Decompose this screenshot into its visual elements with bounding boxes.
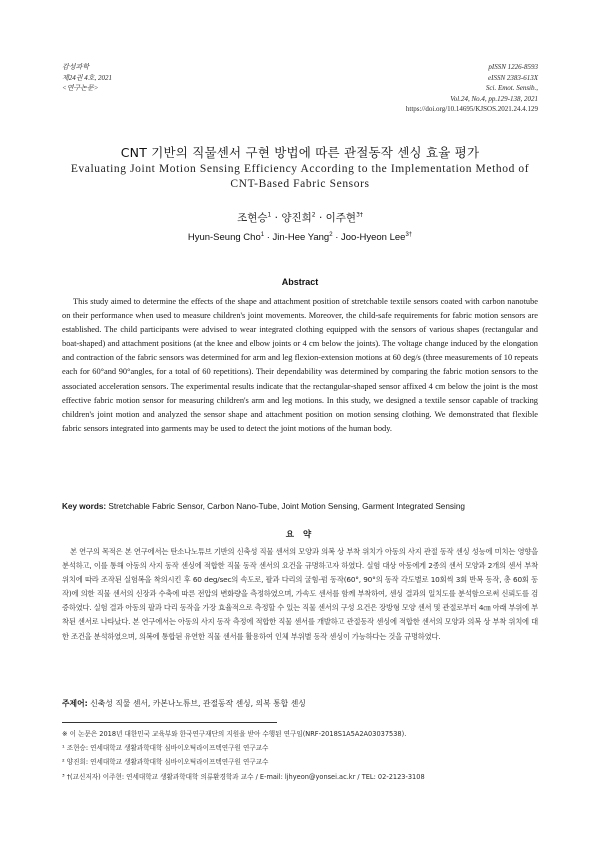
keywords-english: [62, 502, 538, 511]
author-separator: ·: [264, 232, 273, 243]
keywords-label-korean: 주제어:: [62, 699, 88, 708]
abstract-text: This study aimed to determine the effects of the shape and attachment position of stretchable textile sensors coated with carbon nanotube on their performance when used to measure children's joint movements. Moreover, the child-safe requirements for fabric motion sensors are established. The child participants were advised to wear integrated clothing equipped with the sensors of various shapes (rectangular and boat-shaped) and attachment positions (at the knee and elbow joints or 4 cm below the joints). The voltage change induced by the elongation and contraction of the fabric sensors was determined for arm and leg flexion-extension motions at 60 deg/s (three measurements of 10 repeats each for 60°and 90°angles, for a total of 60 repetitions). Their dependability was determined by comparing the fabric motion sensors to the associated acceleration sensors. The experimental results indicate that the rectangular-shaped sensor affixed 4 cm below the joint is the most effective fabric motion sensor for measuring children's arm and leg motions. In this study, we designed a textile sensor capable of tracking children's joint motion and analyzed the sensor shape and attachment position on motion sensing clothing. We demonstrated that flexible fabric sensors integrated into garments may be used to detect the joint motions of the human body.: [62, 297, 538, 433]
author-affiliation-mark: 2: [311, 211, 316, 219]
journal-info-left: [62, 62, 112, 94]
authors-english: [0, 232, 600, 243]
author-affiliation-mark: 3†: [356, 211, 363, 219]
footnote-divider: [62, 722, 277, 723]
keywords-list-korean: 신축성 직물 센서, 카본나노튜브, 관절동작 센싱, 의복 통합 센싱: [90, 699, 306, 708]
pissn: pISSN 1226-8593: [488, 63, 538, 71]
keywords-list: Stretchable Fabric Sensor, Carbon Nano-Tube, Joint Motion Sensing, Garment Integrated Sensing: [108, 502, 465, 511]
volume-pages: Vol.24, No.4, pp.129-138, 2021: [450, 94, 538, 103]
author-separator: ·: [332, 232, 342, 243]
journal-volume-ko: 제24권 4호, 2021: [62, 73, 113, 82]
summary-heading-korean: 요 약: [285, 530, 315, 540]
author-name: 이주현: [325, 212, 357, 224]
journal-abbrev: Sci. Emot. Sensib.,: [485, 84, 538, 92]
author-separator: ·: [315, 212, 326, 224]
doi-link[interactable]: https://doi.org/10.14695/KJSOS.2021.24.4.129: [405, 105, 538, 113]
authors-korean: [0, 210, 600, 225]
footnotes: [62, 727, 538, 784]
keywords-korean: [62, 698, 538, 709]
author-note-1: ¹ 조현승: 연세대학교 생활과학대학 심바이오틱라이프텍연구원 연구교수: [62, 744, 269, 753]
author-name: 양진희: [281, 212, 312, 224]
corresponding-author-note: ³ †(교신저자) 이주현: 연세대학교 생활과학대학 의류환경학과 교수 / E-mail: ljhyeon@yonsei.ac.kr / TEL: 02-2123-3108: [62, 772, 425, 781]
title-korean: CNT 기반의 직물센서 구현 방법에 따른 관절동작 센싱 효율 평가: [120, 145, 480, 160]
keywords-label: Key words:: [62, 502, 107, 511]
abstract-heading: Abstract: [281, 277, 319, 287]
journal-name-ko: 감성과학: [62, 63, 90, 71]
author-name: Jin-Hee Yang: [272, 232, 330, 243]
eissn: eISSN 2383-613X: [488, 73, 538, 82]
author-name: 조현승: [237, 212, 268, 224]
funding-note: ※ 이 논문은 2018년 대한민국 교육부와 한국연구재단의 지원을 받아 수행된 연구임(NRF-2018S1A5A2A03037538).: [62, 730, 407, 738]
author-affiliation-mark: 3†: [405, 231, 413, 238]
journal-info-right: [406, 62, 538, 115]
author-affiliation-mark: 1: [260, 231, 265, 238]
summary-text-korean: 본 연구의 목적은 본 연구에서는 탄소나노튜브 기반의 신축성 직물 센서의 모양과 의복 상 부착 위치가 아동의 사지 관절 동작 센싱 성능에 미치는 영향을 분석하고, 이를 통해 아동의 사지 동작 센싱에 적합한 직물 동작 센서의 요건을 규명하고자 하였다. 실험 대상 아동에게 2종의 센서 모양과 2개의 센서 부착 위치에 따라 조작된 실험복을 착의시킨 후 60 deg/sec의 속도로, 팔과 다리의 굴힘-펌 동작(60°, 90°의 동작 각도별로 10회씩 3회 반복 동작, 총 60회 동작)에 의한 직물 센서의 신장과 수축에 따른 전압의 변화량을 측정하였으며, 가속도 센서를 함께 부착하여, 센싱 결과의 일치도를 분석함으로써 신뢰도를 검증하였다. 실험 결과 아동의 팔과 다리 동작을 가장 효율적으로 측정할 수 있는 직물 센서의 구성 요건은 장방형 모양 센서 및 관절로부터 4㎝ 아래 부위에 부착된 센서로 나타났다. 본 연구에서는 아동의 사지 동작 측정에 적합한 직물 센서를 개발하고 관절동작 센싱에 적합한 센서의 모양과 의복 상 부착 위치에 대한 조건을 분석하였으며, 의복에 통합된 유연한 직물 센서를 활용하여 인체 부위별 동작 센싱이 가능하다는 것을 규명하였다.: [62, 547, 538, 641]
author-affiliation-mark: 2: [329, 231, 333, 238]
author-name: Joo-Hyeon Lee: [341, 232, 406, 243]
author-note-2: ² 양진희: 연세대학교 생활과학대학 심바이오틱라이프텍연구원 연구교수: [62, 758, 269, 767]
article-type: <연구논문>: [62, 84, 99, 92]
author-affiliation-mark: 1: [267, 211, 272, 219]
title-english: Evaluating Joint Motion Sensing Efficiency According to the Implementation Method of CNT-Based Fabric Sensors: [70, 163, 530, 190]
author-name: Hyun-Seung Cho: [187, 232, 261, 243]
author-separator: ·: [271, 212, 282, 224]
